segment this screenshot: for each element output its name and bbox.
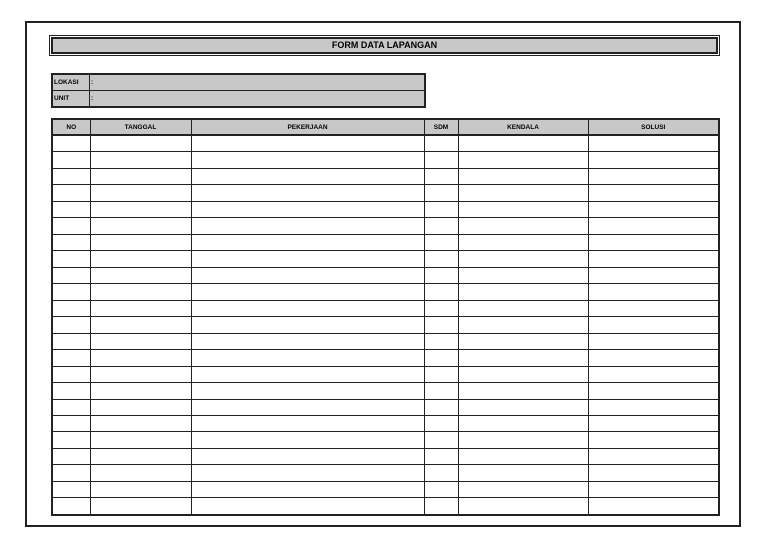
cell-kendala [458, 481, 588, 497]
cell-no [52, 267, 90, 283]
cell-tanggal [90, 333, 191, 349]
lokasi-separator: : [89, 75, 95, 90]
cell-kendala [458, 185, 588, 201]
cell-kendala [458, 168, 588, 184]
unit-separator: : [89, 91, 95, 106]
cell-tanggal [90, 284, 191, 300]
cell-sdm [424, 366, 458, 382]
header-no: NO [52, 119, 90, 135]
cell-sdm [424, 267, 458, 283]
cell-tanggal [90, 366, 191, 382]
table-row [52, 201, 719, 217]
cell-sdm [424, 284, 458, 300]
cell-kendala [458, 284, 588, 300]
cell-no [52, 152, 90, 168]
info-box [51, 73, 426, 108]
cell-solusi [588, 135, 719, 152]
cell-pekerjaan [191, 234, 424, 250]
cell-tanggal [90, 251, 191, 267]
cell-sdm [424, 383, 458, 399]
cell-sdm [424, 350, 458, 366]
cell-sdm [424, 135, 458, 152]
cell-solusi [588, 251, 719, 267]
table-row [52, 251, 719, 267]
table-row [52, 185, 719, 201]
cell-no [52, 317, 90, 333]
cell-no [52, 251, 90, 267]
cell-no [52, 284, 90, 300]
cell-no [52, 448, 90, 464]
header-sdm: SDM [424, 119, 458, 135]
table-row [52, 300, 719, 316]
table-row [52, 284, 719, 300]
cell-no [52, 135, 90, 152]
cell-tanggal [90, 201, 191, 217]
cell-tanggal [90, 415, 191, 431]
cell-sdm [424, 152, 458, 168]
cell-sdm [424, 415, 458, 431]
table-row [52, 448, 719, 464]
cell-tanggal [90, 185, 191, 201]
cell-pekerjaan [191, 218, 424, 234]
cell-sdm [424, 399, 458, 415]
cell-no [52, 185, 90, 201]
cell-pekerjaan [191, 284, 424, 300]
cell-solusi [588, 415, 719, 431]
cell-kendala [458, 300, 588, 316]
header-solusi: SOLUSI [588, 119, 719, 135]
cell-kendala [458, 366, 588, 382]
cell-no [52, 481, 90, 497]
cell-tanggal [90, 234, 191, 250]
cell-solusi [588, 366, 719, 382]
cell-solusi [588, 267, 719, 283]
cell-sdm [424, 481, 458, 497]
cell-solusi [588, 399, 719, 415]
header-tanggal: TANGGAL [90, 119, 191, 135]
cell-pekerjaan [191, 383, 424, 399]
cell-no [52, 218, 90, 234]
cell-no [52, 383, 90, 399]
cell-pekerjaan [191, 185, 424, 201]
unit-label: UNIT [54, 95, 70, 102]
table-row [52, 317, 719, 333]
cell-solusi [588, 218, 719, 234]
cell-kendala [458, 333, 588, 349]
cell-solusi [588, 317, 719, 333]
table-row [52, 350, 719, 366]
cell-tanggal [90, 383, 191, 399]
cell-tanggal [90, 498, 191, 515]
table-body [52, 135, 719, 515]
cell-no [52, 432, 90, 448]
cell-solusi [588, 481, 719, 497]
cell-solusi [588, 333, 719, 349]
cell-sdm [424, 218, 458, 234]
cell-kendala [458, 218, 588, 234]
cell-pekerjaan [191, 415, 424, 431]
cell-kendala [458, 465, 588, 481]
cell-pekerjaan [191, 465, 424, 481]
cell-solusi [588, 300, 719, 316]
cell-solusi [588, 201, 719, 217]
cell-sdm [424, 333, 458, 349]
cell-sdm [424, 317, 458, 333]
cell-tanggal [90, 317, 191, 333]
cell-sdm [424, 465, 458, 481]
cell-solusi [588, 432, 719, 448]
cell-tanggal [90, 300, 191, 316]
cell-kendala [458, 317, 588, 333]
cell-pekerjaan [191, 350, 424, 366]
cell-pekerjaan [191, 168, 424, 184]
cell-tanggal [90, 267, 191, 283]
cell-no [52, 399, 90, 415]
header-kendala: KENDALA [458, 119, 588, 135]
cell-solusi [588, 168, 719, 184]
cell-pekerjaan [191, 366, 424, 382]
cell-no [52, 201, 90, 217]
table-row [52, 432, 719, 448]
table-row [52, 168, 719, 184]
cell-pekerjaan [191, 251, 424, 267]
cell-pekerjaan [191, 498, 424, 515]
cell-no [52, 300, 90, 316]
table-row [52, 383, 719, 399]
cell-kendala [458, 152, 588, 168]
cell-no [52, 168, 90, 184]
table-row [52, 465, 719, 481]
form-title: FORM DATA LAPANGAN [51, 37, 718, 54]
cell-kendala [458, 350, 588, 366]
cell-pekerjaan [191, 481, 424, 497]
cell-tanggal [90, 432, 191, 448]
cell-solusi [588, 152, 719, 168]
cell-pekerjaan [191, 135, 424, 152]
cell-kendala [458, 399, 588, 415]
cell-pekerjaan [191, 317, 424, 333]
cell-kendala [458, 201, 588, 217]
table-header-row [52, 119, 719, 135]
cell-tanggal [90, 399, 191, 415]
cell-kendala [458, 234, 588, 250]
lokasi-label: LOKASI [54, 79, 79, 86]
cell-no [52, 498, 90, 515]
cell-sdm [424, 432, 458, 448]
unit-row [53, 91, 424, 106]
table-row [52, 415, 719, 431]
cell-pekerjaan [191, 333, 424, 349]
cell-no [52, 234, 90, 250]
cell-kendala [458, 267, 588, 283]
table-row [52, 498, 719, 515]
header-pekerjaan: PEKERJAAN [191, 119, 424, 135]
cell-tanggal [90, 152, 191, 168]
cell-solusi [588, 350, 719, 366]
cell-no [52, 415, 90, 431]
cell-kendala [458, 448, 588, 464]
cell-sdm [424, 251, 458, 267]
cell-kendala [458, 432, 588, 448]
cell-solusi [588, 284, 719, 300]
cell-sdm [424, 185, 458, 201]
table-row [52, 333, 719, 349]
cell-sdm [424, 448, 458, 464]
table-row [52, 267, 719, 283]
cell-pekerjaan [191, 399, 424, 415]
cell-solusi [588, 185, 719, 201]
cell-sdm [424, 234, 458, 250]
cell-pekerjaan [191, 448, 424, 464]
cell-no [52, 366, 90, 382]
cell-solusi [588, 448, 719, 464]
cell-solusi [588, 498, 719, 515]
cell-tanggal [90, 168, 191, 184]
cell-sdm [424, 300, 458, 316]
table-row [52, 399, 719, 415]
cell-sdm [424, 201, 458, 217]
cell-pekerjaan [191, 267, 424, 283]
cell-tanggal [90, 465, 191, 481]
cell-kendala [458, 251, 588, 267]
cell-solusi [588, 234, 719, 250]
cell-no [52, 333, 90, 349]
table-row [52, 366, 719, 382]
cell-solusi [588, 465, 719, 481]
table-row [52, 234, 719, 250]
cell-kendala [458, 415, 588, 431]
cell-no [52, 465, 90, 481]
cell-tanggal [90, 448, 191, 464]
cell-solusi [588, 383, 719, 399]
cell-tanggal [90, 481, 191, 497]
cell-sdm [424, 168, 458, 184]
cell-no [52, 350, 90, 366]
cell-sdm [424, 498, 458, 515]
table-row [52, 218, 719, 234]
cell-tanggal [90, 350, 191, 366]
cell-pekerjaan [191, 201, 424, 217]
cell-kendala [458, 135, 588, 152]
cell-kendala [458, 383, 588, 399]
cell-tanggal [90, 218, 191, 234]
cell-pekerjaan [191, 300, 424, 316]
field-data-table [51, 118, 720, 516]
table-row [52, 135, 719, 152]
cell-tanggal [90, 135, 191, 152]
cell-pekerjaan [191, 152, 424, 168]
lokasi-row [53, 75, 424, 91]
cell-pekerjaan [191, 432, 424, 448]
table-row [52, 481, 719, 497]
cell-kendala [458, 498, 588, 515]
table-row [52, 152, 719, 168]
